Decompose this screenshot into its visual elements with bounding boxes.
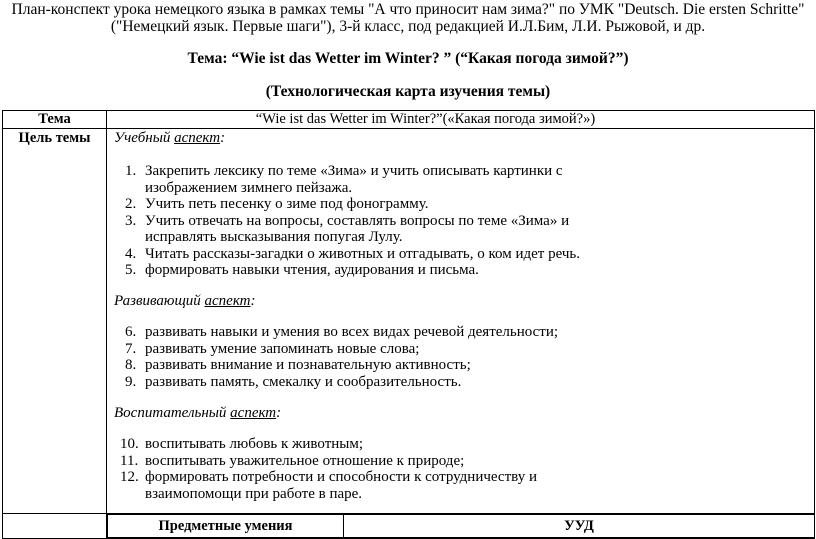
tech-map-table [2, 110, 815, 539]
list-item: 9. развивать память, смекалку и сообразительность. [125, 373, 462, 390]
upbringing-goals-list [107, 436, 537, 502]
subtitle: (Технологическая карта изучения темы) [265, 83, 551, 100]
aspect-title-educational: Учебный аспект: [114, 130, 226, 146]
topic-title: Тема: “Wie ist das Wetter im Winter? ” (“Какая погода зимой?”) [187, 50, 629, 67]
list-item: 12. формировать потребности и способности к сотрудничеству и взаимопомощи при работе в паре. [120, 469, 537, 502]
uud-header: УУД [344, 515, 815, 538]
list-item: 10. воспитывать любовь к животным; [120, 436, 364, 452]
subject-skills-header: Предметные умения [108, 515, 344, 538]
list-item: 3. Учить отвечать на вопросы, составлять вопросы по теме «Зима» и исправлять высказывания попугая Лулу. [125, 212, 570, 245]
skills-split-cell [107, 514, 815, 539]
header-line-1: План-конспект урока немецкого языка в рамках темы "А что приносит нам зима?" по УМК "Deutsch. Die ersten Schritte" [11, 1, 805, 18]
header-line-2: ("Немецкий язык. Первые шаги"), 3-й класс, под редакцией И.Л.Бим, Л.И. Рыжовой, и др. [110, 18, 706, 35]
topic-value: “Wie ist das Wetter im Winter?”(«Какая погода зимой?») [107, 111, 815, 129]
list-item: 2. Учить петь песенку о зиме под фонограмму. [125, 196, 429, 212]
goal-label: Цель темы [3, 129, 107, 514]
list-item: 5. формировать навыки чтения, аудирования и письма. [125, 262, 479, 278]
goal-content [107, 129, 815, 514]
list-item: 4. Читать рассказы-загадки о животных и отгадывать, о ком идет речь. [125, 245, 581, 262]
table-row-skills [3, 514, 815, 539]
topic-label: Тема [3, 111, 107, 129]
educational-goals-list [107, 163, 580, 279]
developing-goals-list [107, 324, 558, 390]
list-item: 8. развивать внимание и познавательную активность; [125, 357, 471, 373]
table-row-goal [3, 129, 815, 514]
table-row-topic [3, 111, 815, 129]
aspect-title-upbringing: Воспитательный аспект: [114, 405, 282, 421]
list-item: 1. Закрепить лексику по теме «Зима» и учить описывать картинки с изображением зимнего пейзажа. [125, 163, 563, 196]
list-item: 6. развивать навыки и умения во всех видах речевой деятельности; [125, 324, 559, 340]
skills-empty-cell [3, 514, 107, 539]
list-item: 11. воспитывать уважительное отношение к природе; [120, 452, 465, 469]
aspect-title-developing: Развивающий аспект: [114, 293, 256, 309]
list-item: 7. развивать умение запоминать новые слова; [125, 340, 420, 357]
